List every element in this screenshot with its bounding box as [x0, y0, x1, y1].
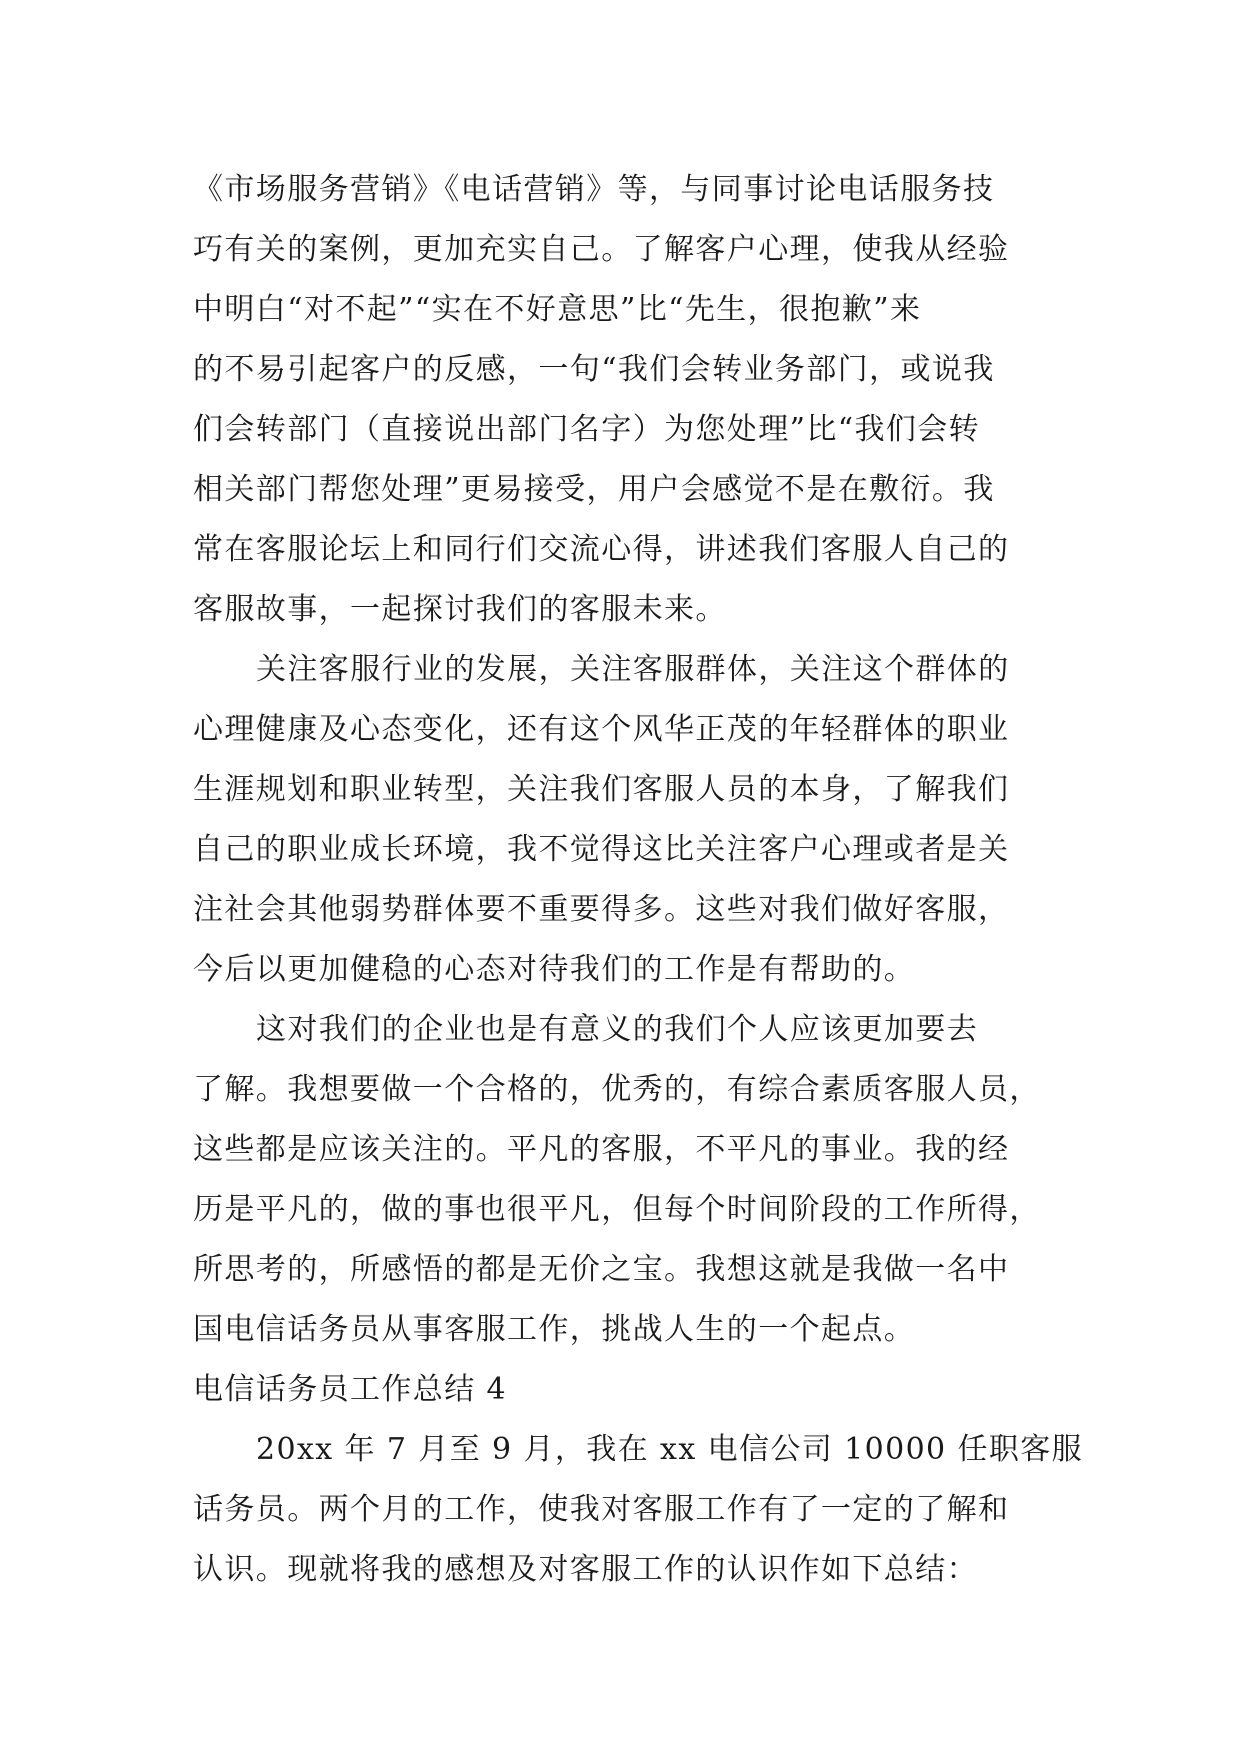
paragraph: [193, 1420, 1084, 1600]
text-line: 中明白“对不起”“实在不好意思”比“先生，很抱歉”来: [193, 292, 922, 327]
text-line: 自己的职业成长环境，我不觉得这比关注客户心理或者是关: [193, 832, 1010, 867]
text-line: 这些都是应该关注的。平凡的客服，不平凡的事业。我的经: [193, 1132, 1010, 1167]
text-line: 历是平凡的，做的事也很平凡，但每个时间阶段的工作所得，: [193, 1192, 1041, 1227]
text-line: 这对我们的企业也是有意义的我们个人应该更加要去: [256, 1012, 979, 1047]
text-line: 认识。现就将我的感想及对客服工作的认识作如下总结：: [193, 1552, 978, 1587]
text-line: 注社会其他弱势群体要不重要得多。这些对我们做好客服，: [193, 892, 1010, 927]
text-line: 了解。我想要做一个合格的，优秀的，有综合素质客服人员，: [193, 1072, 1041, 1107]
paragraph: [193, 1000, 1058, 1360]
text-line: 《市场服务营销》《电话营销》等，与同事讨论电话服务技: [193, 172, 995, 207]
text-line: 相关部门帮您处理”更易接受，用户会感觉不是在敷衍。我: [193, 472, 995, 507]
document-body: [193, 160, 1084, 1600]
text-line: 关注客服行业的发展，关注客服群体，关注这个群体的: [256, 652, 1010, 687]
text-line: 心理健康及心态变化，还有这个风华正茂的年轻群体的职业: [193, 712, 1010, 747]
text-line: 今后以更加健稳的心态对待我们的工作是有帮助的。: [193, 952, 916, 987]
text-line: 巧有关的案例，更加充实自己。了解客户心理，使我从经验: [193, 232, 1010, 267]
section-heading: 电信话务员工作总结 4: [193, 1372, 508, 1407]
text-line: 所思考的，所感悟的都是无价之宝。我想这就是我做一名中: [193, 1252, 1010, 1287]
text-line: 客服故事，一起探讨我们的客服未来。: [193, 592, 727, 627]
text-line: 们会转部门（直接说出部门名字）为您处理”比“我们会转: [193, 412, 981, 447]
text-line: 常在客服论坛上和同行们交流心得，讲述我们客服人自己的: [193, 532, 1010, 567]
text-line: 国电信话务员从事客服工作，挑战人生的一个起点。: [193, 1312, 916, 1347]
text-line: 生涯规划和职业转型，关注我们客服人员的本身，了解我们: [193, 772, 1010, 807]
text-line: 20xx 年 7 月至 9 月，我在 xx 电信公司 10000 任职客服: [256, 1432, 1084, 1467]
text-line: 的不易引起客户的反感，一句“我们会转业务部门，或说我: [193, 352, 995, 387]
paragraph: [193, 640, 1058, 1000]
paragraph: [193, 160, 1058, 640]
text-line: 话务员。两个月的工作，使我对客服工作有了一定的了解和: [193, 1492, 1010, 1527]
